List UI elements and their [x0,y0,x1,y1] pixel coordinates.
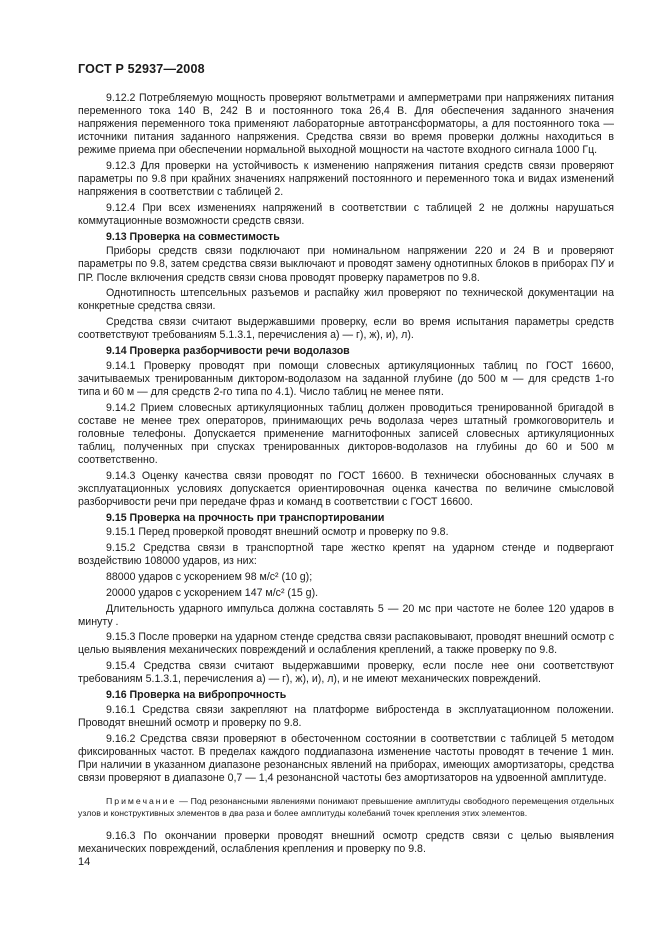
note-label: Примечание [106,795,177,806]
paragraph-9-14-2: 9.14.2 Прием словесных артикуляционных таблиц должен проводиться тренированной бригадой в составе не менее трех операторов, принимающих речь водолаза через штатный громкоговоритель и головные телефоны. Допускается применение магнитофонных записей словесных артикуляционных таблиц, полученных при спусках тренированных дикторов-водолазов на глубины до 60 и 500 м соответственно. [78,401,614,466]
paragraph-9-15-4: 9.15.4 Средства связи считают выдержавшими проверку, если после нее они соответствуют требованиям 5.1.3.1, перечисления а) — г), ж), и), л), и не имеют механических повреждений. [78,660,614,686]
paragraph-9-16-1: 9.16.1 Средства связи закрепляют на платформе вибростенда в эксплуатационном положении. Проводят внешний осмотр и проверку по 9.8. [78,703,614,729]
note-text: — Под резонансными явлениями понимают превышение амплитуды свободного перемещения отдельных узлов и конструктивных элементов в два раза и более амплитуды колебаний точек крепления этих элементов. [78,795,614,818]
paragraph: Приборы средств связи подключают при номинальном напряжении 220 и 24 В и проверяют параметры по 9.8, затем средства связи выключают и проводят замену однотипных блоков в приборах ПУ и ПР. После включения средств связи снова проводят проверку параметров по 9.8. [78,245,614,284]
paragraph-9-16-3: 9.16.3 По окончании проверки проводят внешний осмотр средств связи с целью выявления механических повреждений, ослабления крепления и проверку по 9.8. [78,829,614,855]
page-number: 14 [78,856,91,868]
paragraph-impacts-15g: 20000 ударов с ускорением 147 м/с² (15 g). [106,586,319,599]
paragraph: Средства связи считают выдержавшими проверку, если во время испытания параметры средств соответствуют требованиям 5.1.3.1, перечисления а) — г), ж), и), л). [78,316,614,342]
paragraph-9-15-3: 9.15.3 После проверки на ударном стенде средства связи распаковывают, проводят внешний осмотр с целью выявления механических повреждений и ослабления креплений, а также проверку по 9.8. [78,631,614,657]
section-heading-9-16: 9.16 Проверка на вибропрочность [106,689,287,702]
paragraph-impacts-10g: 88000 ударов с ускорением 98 м/с² (10 g); [106,570,313,583]
paragraph-9-14-1: 9.14.1 Проверку проводят при помощи словесных артикуляционных таблиц по ГОСТ 16600, зачитываемых тренированным диктором-водолазом на заданной глубине (до 500 м — для средств 1-го типа и 60 м — для средств 2-го типа по 4.1). Число таблиц не менее пяти. [78,359,614,398]
paragraph-9-12-2: 9.12.2 Потребляемую мощность проверяют вольтметрами и амперметрами при напряжениях питания переменного тока 140 В, 242 В и постоянного тока 26,4 В. Для обеспечения заданного значения напряжения переменного тока применяют лабораторные автотрансформаторы, а для постоянного тока — источники питания заданного напряжения. Средства связи во время проверки должны находиться в режиме приема при обеспечении нормальной выходной мощности на частоте входного сигнала 1000 Гц. [78,92,614,157]
note [78,795,614,819]
document-body [78,92,614,859]
paragraph-9-12-3: 9.12.3 Для проверки на устойчивость к изменению напряжения питания средств связи проверяют параметры по 9.8 при крайних значениях напряжений постоянного и переменного тока и видах изменений напряжения в соответствии с таблицей 2. [78,160,614,199]
paragraph-9-16-2: 9.16.2 Средства связи проверяют в обесточенном состоянии в соответствии с таблицей 5 методом фиксированных частот. В пределах каждого поддиапазона изменение частоты проводят в течение 1 мин. При наличии в указанном диапазоне резонансных явлений на приборах, имеющих амортизаторы, средства связи проверяют в диапазоне 0,7 — 1,4 резонансной частоты без амортизаторов на удвоенной амплитуде. [78,732,614,784]
paragraph-9-14-3: 9.14.3 Оценку качества связи проводят по ГОСТ 16600. В технически обоснованных случаях в эксплуатационных условиях допускается ориентировочная оценка качества по величине смысловой разборчивости речи при передаче фраз и команд в соответствии с ГОСТ 16600. [78,469,614,508]
paragraph-impulse-duration: Длительность ударного импульса должна составлять 5 — 20 мс при частоте не более 120 ударов в минуту . [78,602,614,628]
paragraph-9-15-1: 9.15.1 Перед проверкой проводят внешний осмотр и проверку по 9.8. [106,526,449,539]
paragraph-9-15-2: 9.15.2 Средства связи в транспортной таре жестко крепят на ударном стенде и подвергают воздействию 108000 ударов, из них: [78,541,614,568]
section-heading-9-15: 9.15 Проверка на прочность при транспортировании [106,511,385,524]
section-heading-9-14: 9.14 Проверка разборчивости речи водолазов [106,345,350,358]
section-heading-9-13: 9.13 Проверка на совместимость [106,230,280,243]
paragraph: Однотипность штепсельных разъемов и распайку жил проверяют по технической документации на конкретные средства связи. [78,287,614,313]
document-header: ГОСТ Р 52937—2008 [78,62,205,76]
paragraph-9-12-4: 9.12.4 При всех изменениях напряжений в соответствии с таблицей 2 не должны нарушаться коммутационные возможности средств связи. [78,201,614,228]
